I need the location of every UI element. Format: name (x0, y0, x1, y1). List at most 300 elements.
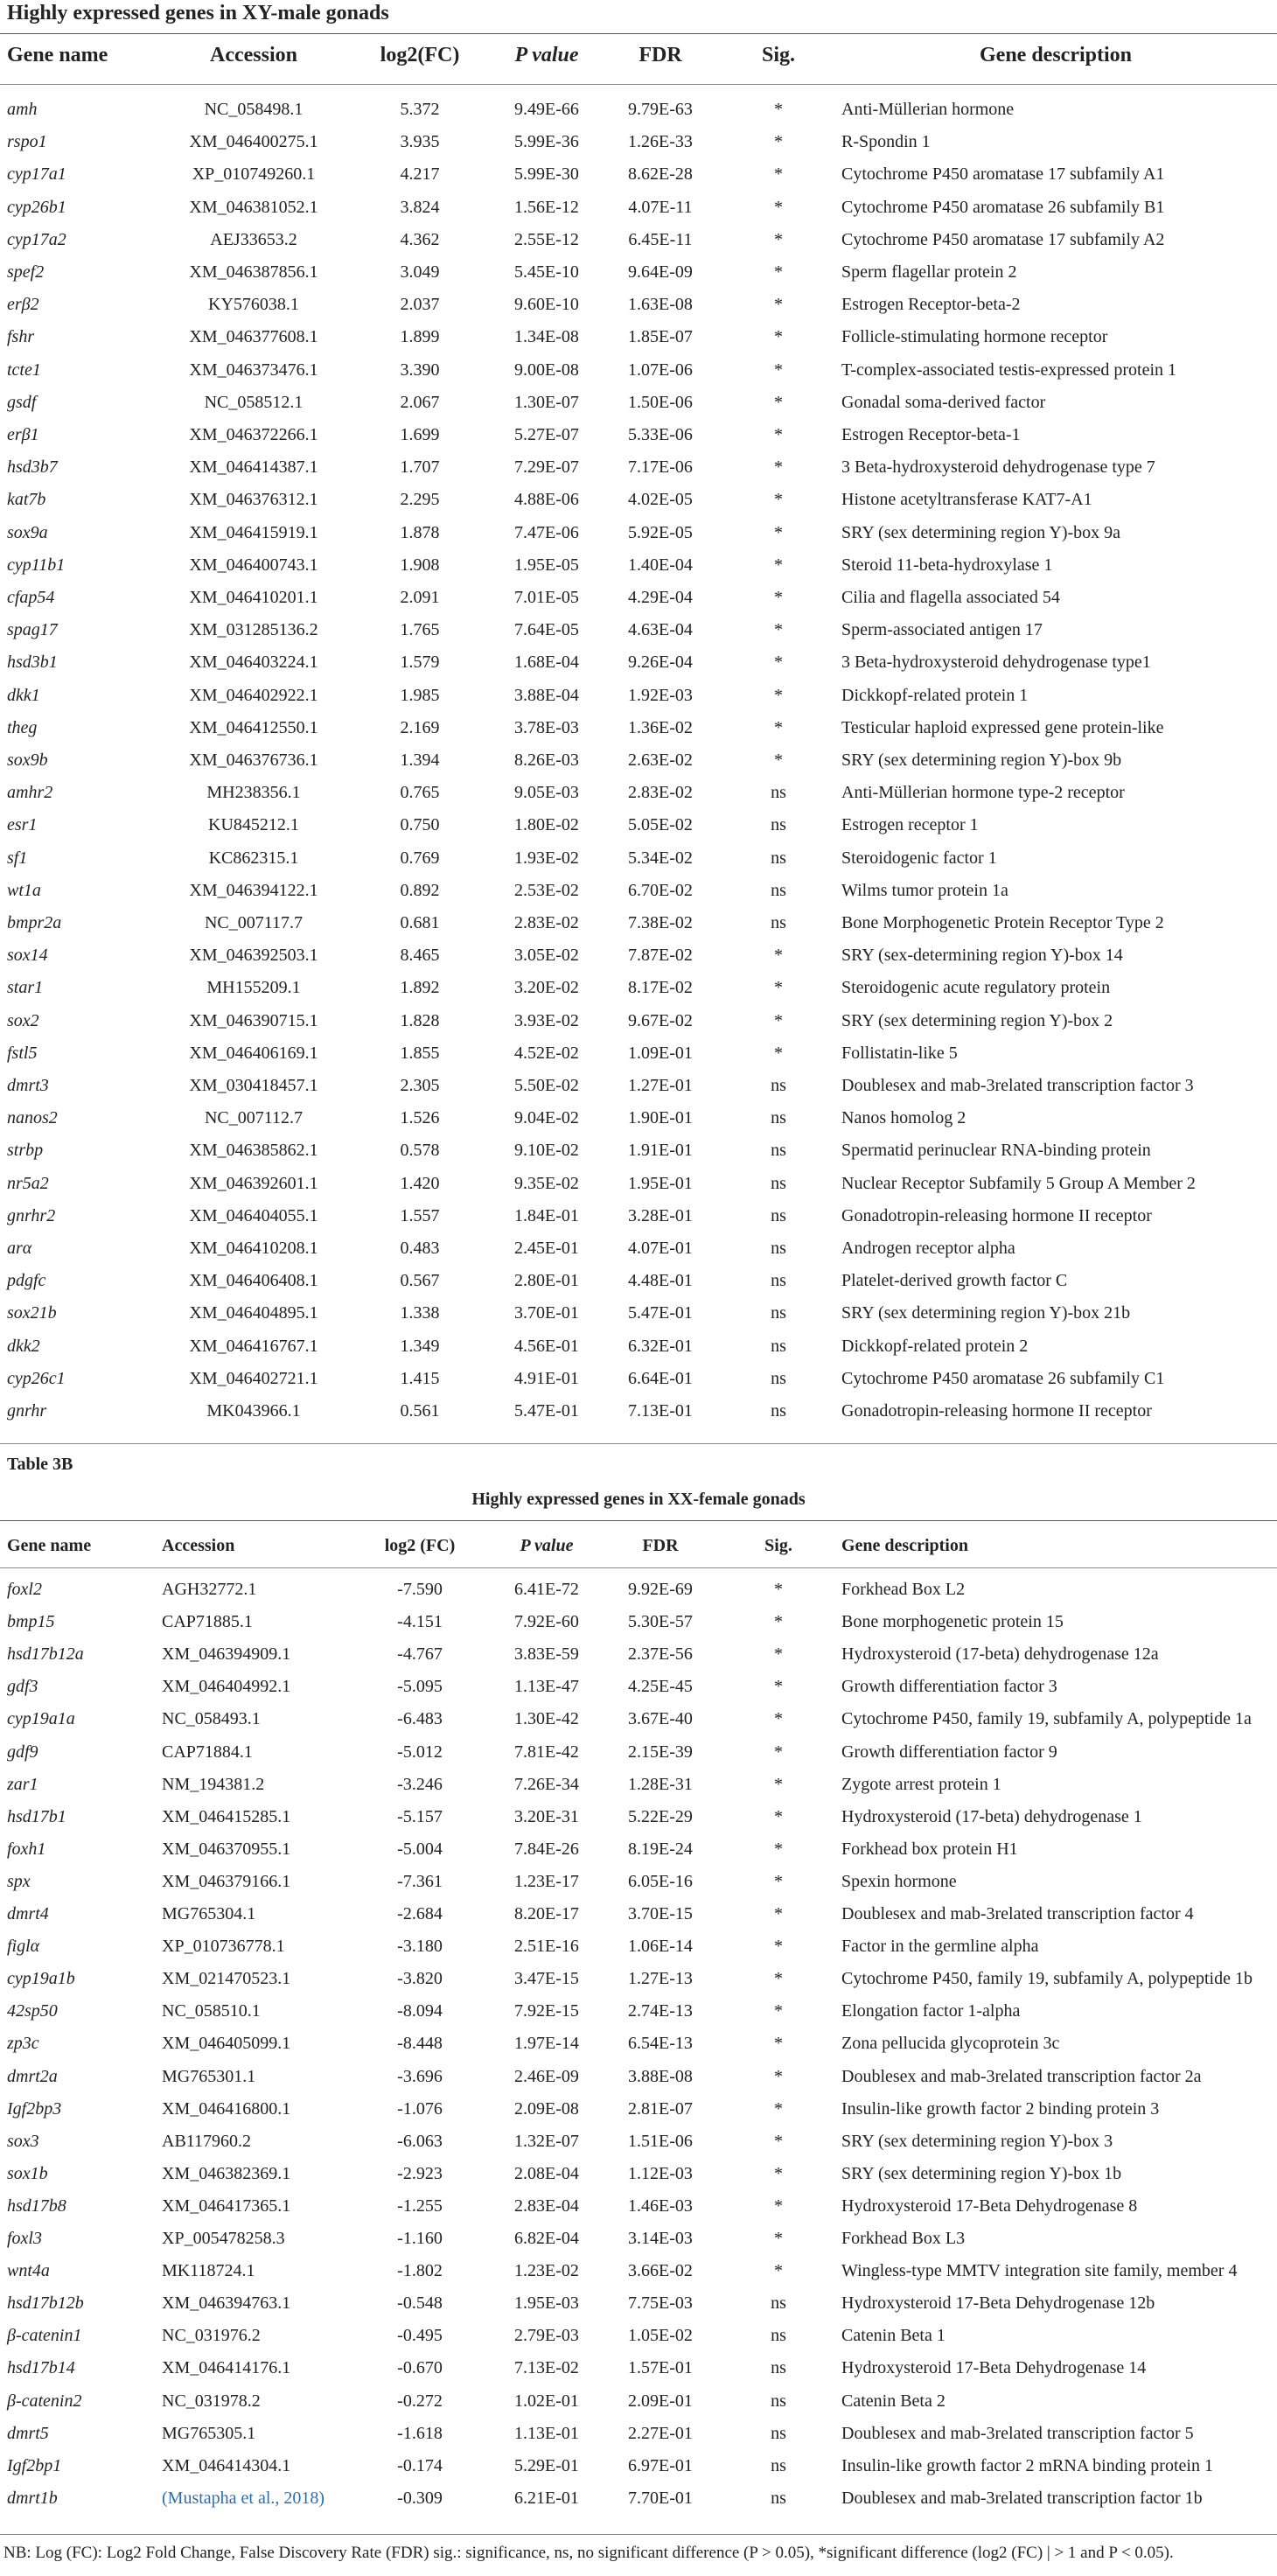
fdr-cell: 1.12E-03 (628, 2163, 693, 2183)
accession-cell: NC_031978.2 (162, 2391, 261, 2411)
sig-cell: ns (771, 2358, 786, 2378)
sig-cell: * (774, 132, 783, 152)
divider (0, 84, 1277, 85)
fdr-cell: 7.75E-03 (628, 2293, 693, 2314)
fdr-cell: 5.22E-29 (628, 1806, 693, 1826)
accession-cell: MG765305.1 (162, 2423, 256, 2443)
log2fc-cell: -0.548 (397, 2293, 443, 2314)
log2fc-cell: 1.394 (400, 750, 440, 770)
log2fc-cell: 3.824 (400, 197, 440, 217)
log2fc-cell: 1.828 (400, 1010, 440, 1030)
p-value-cell: 7.47E-06 (514, 522, 579, 542)
sig-cell: * (774, 457, 783, 478)
gene-description-cell: Cytochrome P450, family 19, subfamily A, polypeptide 1b (841, 1969, 1253, 1989)
gene-name-cell: gsdf (7, 392, 37, 412)
accession-cell: XM_046370955.1 (162, 1839, 291, 1859)
gene-name-cell: hsd17b12b (7, 2293, 84, 2314)
gene-description-cell: Zygote arrest protein 1 (841, 1774, 1001, 1794)
p-value-cell: 2.83E-04 (514, 2196, 579, 2216)
gene-description-cell: Testicular haploid expressed gene protein-like (841, 717, 1164, 737)
header-gene-name: Gene name (7, 44, 108, 66)
sig-cell: ns (771, 1336, 786, 1356)
gene-description-cell: Gonadotropin-releasing hormone II receptor (841, 1205, 1152, 1225)
fdr-cell: 1.40E-04 (628, 555, 693, 575)
fdr-cell: 6.05E-16 (628, 1871, 693, 1891)
sig-cell: * (774, 2163, 783, 2183)
divider (0, 1520, 1277, 1521)
p-value-cell: 1.30E-07 (514, 392, 579, 412)
accession-cell: XM_046417365.1 (162, 2196, 291, 2216)
p-value-cell: 9.00E-08 (514, 360, 579, 380)
p-value-cell: 8.20E-17 (514, 1904, 579, 1923)
gene-description-cell: Insulin-like growth factor 2 mRNA binding protein 1 (841, 2455, 1213, 2475)
sig-cell: ns (771, 913, 786, 932)
gene-description-cell: Gonadotropin-releasing hormone II receptor (841, 1401, 1152, 1421)
gene-description-cell: Catenin Beta 1 (841, 2326, 946, 2346)
sig-cell: ns (771, 1141, 786, 1161)
gene-name-cell: wnt4a (7, 2261, 50, 2281)
accession-cell: XM_046394909.1 (162, 1644, 291, 1665)
fdr-cell: 1.91E-01 (628, 1141, 693, 1161)
log2fc-cell: 0.561 (400, 1401, 440, 1421)
gene-description-cell: Follicle-stimulating hormone receptor (841, 327, 1108, 347)
fdr-cell: 8.62E-28 (628, 164, 693, 185)
gene-name-cell: sox9a (7, 522, 48, 542)
gene-name-cell: hsd17b12a (7, 1644, 84, 1665)
log2fc-cell: -5.012 (397, 1742, 443, 1762)
accession-cell: XM_046405099.1 (162, 2034, 291, 2054)
sig-cell: * (774, 229, 783, 249)
p-value-cell: 3.78E-03 (514, 717, 579, 737)
p-value-cell: 2.55E-12 (514, 229, 579, 249)
log2fc-cell: 1.699 (400, 425, 440, 444)
gene-description-cell: Growth differentiation factor 3 (841, 1677, 1057, 1697)
fdr-cell: 4.63E-04 (628, 620, 693, 640)
fdr-cell: 2.81E-07 (628, 2098, 693, 2119)
gene-name-cell: esr1 (7, 815, 38, 835)
gene-description-cell: SRY (sex determining region Y)-box 3 (841, 2131, 1113, 2151)
p-value-cell: 7.92E-15 (514, 2001, 579, 2021)
accession-cell: XM_046376736.1 (189, 750, 318, 770)
gene-name-cell: spx (7, 1871, 31, 1891)
gene-name-cell: wt1a (7, 880, 41, 900)
sig-cell: ns (771, 1205, 786, 1225)
sig-cell: * (774, 1904, 783, 1923)
p-value-cell: 7.81E-42 (514, 1742, 579, 1762)
log2fc-cell: 2.037 (400, 295, 440, 315)
sig-cell: * (774, 392, 783, 412)
p-value-cell: 6.82E-04 (514, 2229, 579, 2248)
accession-cell: XM_046372266.1 (189, 425, 318, 444)
gene-name-cell: kat7b (7, 490, 46, 510)
accession-cell: XM_046392601.1 (189, 1173, 318, 1193)
log2fc-cell: 4.362 (400, 229, 440, 249)
p-value-cell: 7.64E-05 (514, 620, 579, 640)
accession-cell: XM_046415285.1 (162, 1806, 291, 1826)
gene-name-cell: sox14 (7, 946, 48, 966)
gene-name-cell: arα (7, 1239, 32, 1258)
gene-name-cell: foxl2 (7, 1580, 42, 1599)
accession-cell: XM_030418457.1 (189, 1076, 318, 1095)
gene-name-cell: cyp26c1 (7, 1368, 66, 1388)
sig-cell: * (774, 1742, 783, 1762)
p-value-cell: 3.93E-02 (514, 1010, 579, 1030)
header-gene-name: Gene name (7, 1536, 92, 1555)
fdr-cell: 8.17E-02 (628, 978, 693, 998)
log2fc-cell: 0.681 (400, 913, 440, 932)
gene-name-cell: nr5a2 (7, 1173, 49, 1193)
log2fc-cell: -1.160 (397, 2229, 443, 2248)
sig-cell: * (774, 653, 783, 673)
fdr-cell: 4.25E-45 (628, 1677, 693, 1697)
fdr-cell: 7.70E-01 (628, 2488, 693, 2508)
sig-cell: * (774, 1677, 783, 1697)
p-value-cell: 1.80E-02 (514, 815, 579, 835)
gene-name-cell: fstl5 (7, 1043, 38, 1063)
accession-cell: XM_046376312.1 (189, 490, 318, 510)
log2fc-cell: 2.169 (400, 717, 440, 737)
fdr-cell: 5.47E-01 (628, 1303, 693, 1323)
fdr-cell: 1.95E-01 (628, 1173, 693, 1193)
accession-cell: XM_046400275.1 (189, 132, 318, 152)
sig-cell: * (774, 1580, 783, 1599)
table-b-title: Highly expressed genes in XX-female gonads (471, 1490, 806, 1509)
table-a-title: Highly expressed genes in XY-male gonads (7, 2, 389, 24)
accession-cell: NM_194381.2 (162, 1774, 265, 1794)
p-value-cell: 1.34E-08 (514, 327, 579, 347)
accession-cell: XM_046381052.1 (189, 197, 318, 217)
accession-cell: XP_010736778.1 (162, 1937, 285, 1957)
p-value-cell: 1.23E-02 (514, 2261, 579, 2281)
fdr-cell: 7.87E-02 (628, 946, 693, 966)
p-value-cell: 1.93E-02 (514, 848, 579, 868)
log2fc-cell: -7.590 (397, 1580, 443, 1599)
header-accession: Accession (210, 44, 297, 66)
gene-name-cell: cyp26b1 (7, 197, 66, 217)
log2fc-cell: 1.526 (400, 1108, 440, 1128)
p-value-cell: 9.10E-02 (514, 1141, 579, 1161)
gene-name-cell: pdgfc (7, 1271, 46, 1291)
p-value-cell: 7.26E-34 (514, 1774, 579, 1794)
gene-description-cell: Sperm flagellar protein 2 (841, 262, 1017, 282)
p-value-cell: 8.26E-03 (514, 750, 579, 770)
gene-description-cell: Dickkopf-related protein 2 (841, 1336, 1029, 1356)
fdr-cell: 9.26E-04 (628, 653, 693, 673)
fdr-cell: 3.70E-15 (628, 1904, 693, 1923)
fdr-cell: 1.85E-07 (628, 327, 693, 347)
sig-cell: * (774, 295, 783, 315)
accession-cell: NC_058493.1 (162, 1709, 261, 1729)
p-value-cell: 6.21E-01 (514, 2488, 579, 2508)
gene-description-cell: SRY (sex determining region Y)-box 9a (841, 522, 1121, 542)
log2fc-cell: -8.448 (397, 2034, 443, 2054)
log2fc-cell: 2.091 (400, 588, 440, 607)
fdr-cell: 9.64E-09 (628, 262, 693, 282)
accession-cell: XM_046404895.1 (189, 1303, 318, 1323)
gene-name-cell: tcte1 (7, 360, 41, 380)
sig-cell: * (774, 360, 783, 380)
sig-cell: * (774, 1774, 783, 1794)
gene-description-cell: Steroidogenic acute regulatory protein (841, 978, 1111, 998)
gene-description-cell: Histone acetyltransferase KAT7-A1 (841, 490, 1092, 510)
p-value-cell: 5.50E-02 (514, 1076, 579, 1095)
fdr-cell: 7.38E-02 (628, 913, 693, 932)
gene-description-cell: Hydroxysteroid 17-Beta Dehydrogenase 12b (841, 2293, 1155, 2314)
fdr-cell: 1.06E-14 (628, 1937, 693, 1957)
gene-name-cell: dmrt3 (7, 1076, 49, 1095)
accession-cell: XM_046402721.1 (189, 1368, 318, 1388)
log2fc-cell: -0.670 (397, 2358, 443, 2378)
gene-name-cell: dmrt5 (7, 2423, 49, 2443)
gene-description-cell: Cytochrome P450 aromatase 17 subfamily A1 (841, 164, 1165, 185)
divider (0, 33, 1277, 34)
header-gene-description: Gene description (980, 44, 1132, 66)
p-value-cell: 2.08E-04 (514, 2163, 579, 2183)
p-value-cell: 1.84E-01 (514, 1205, 579, 1225)
fdr-cell: 3.67E-40 (628, 1709, 693, 1729)
gene-description-cell: Estrogen receptor 1 (841, 815, 979, 835)
log2fc-cell: -4.767 (397, 1644, 443, 1665)
sig-cell: ns (771, 2423, 786, 2443)
gene-description-cell: Doublesex and mab-3related transcription factor 3 (841, 1076, 1194, 1095)
gene-description-cell: Cytochrome P450 aromatase 26 subfamily C1 (841, 1368, 1165, 1388)
accession-cell: MG765301.1 (162, 2066, 256, 2086)
citation-link[interactable]: (Mustapha et al., 2018) (162, 2488, 325, 2508)
p-value-cell: 5.29E-01 (514, 2455, 579, 2475)
accession-cell: KY576038.1 (208, 295, 299, 315)
gene-description-cell: Wingless-type MMTV integration site family, member 4 (841, 2261, 1238, 2281)
gene-name-cell: Igf2bp3 (7, 2098, 62, 2119)
log2fc-cell: 2.305 (400, 1076, 440, 1095)
gene-name-cell: cfap54 (7, 588, 55, 607)
gene-description-cell: Forkhead Box L3 (841, 2229, 966, 2248)
accession-cell: XM_046385862.1 (189, 1141, 318, 1161)
accession-cell: KC862315.1 (208, 848, 299, 868)
fdr-cell: 1.26E-33 (628, 132, 693, 152)
gene-name-cell: nanos2 (7, 1108, 58, 1128)
fdr-cell: 1.46E-03 (628, 2196, 693, 2216)
log2fc-cell: 3.935 (400, 132, 440, 152)
header-fdr: FDR (638, 44, 682, 66)
log2fc-cell: 0.750 (400, 815, 440, 835)
accession-cell: MK118724.1 (162, 2261, 255, 2281)
divider (0, 1443, 1277, 1444)
accession-cell: CAP71885.1 (162, 1612, 253, 1632)
fdr-cell: 3.66E-02 (628, 2261, 693, 2281)
sig-cell: ns (771, 2293, 786, 2314)
footnote: NB: Log (FC): Log2 Fold Change, False Discovery Rate (FDR) sig.: significance, ns, no significant difference (P > 0.05), *significant difference (log2 (FC) | > 1 and P < 0.05). (3, 2544, 1174, 2562)
p-value-cell: 9.04E-02 (514, 1108, 579, 1128)
accession-cell: XM_046406169.1 (189, 1043, 318, 1063)
p-value-cell: 6.41E-72 (514, 1580, 579, 1599)
gene-description-cell: SRY (sex-determining region Y)-box 14 (841, 946, 1123, 966)
header-log2fc: log2(FC) (380, 44, 460, 66)
fdr-cell: 1.63E-08 (628, 295, 693, 315)
sig-cell: * (774, 685, 783, 705)
sig-cell: * (774, 750, 783, 770)
log2fc-cell: 1.855 (400, 1043, 440, 1063)
accession-cell: AB117960.2 (162, 2131, 252, 2151)
p-value-cell: 2.51E-16 (514, 1937, 579, 1957)
fdr-cell: 1.07E-06 (628, 360, 693, 380)
gene-name-cell: hsd17b14 (7, 2358, 75, 2378)
gene-description-cell: Anti-Müllerian hormone (841, 100, 1015, 119)
fdr-cell: 3.14E-03 (628, 2229, 693, 2248)
accession-cell: XM_046394763.1 (162, 2293, 291, 2314)
gene-name-cell: dmrt2a (7, 2066, 58, 2086)
fdr-cell: 5.34E-02 (628, 848, 693, 868)
accession-cell: XM_046414176.1 (162, 2358, 291, 2378)
accession-cell: KU845212.1 (208, 815, 299, 835)
fdr-cell: 2.63E-02 (628, 750, 693, 770)
gene-description-cell: Follistatin-like 5 (841, 1043, 958, 1063)
gene-description-cell: Steroidogenic factor 1 (841, 848, 997, 868)
sig-cell: * (774, 164, 783, 185)
log2fc-cell: -0.272 (397, 2391, 443, 2411)
p-value-cell: 3.05E-02 (514, 946, 579, 966)
fdr-cell: 4.07E-01 (628, 1239, 693, 1258)
fdr-cell: 4.02E-05 (628, 490, 693, 510)
log2fc-cell: 1.579 (400, 653, 440, 673)
sig-cell: * (774, 2261, 783, 2281)
sig-cell: ns (771, 1303, 786, 1323)
p-value-cell: 4.56E-01 (514, 1336, 579, 1356)
log2fc-cell: -6.483 (397, 1709, 443, 1729)
gene-description-cell: Androgen receptor alpha (841, 1239, 1015, 1258)
fdr-cell: 1.05E-02 (628, 2326, 693, 2346)
log2fc-cell: -5.157 (397, 1806, 443, 1826)
sig-cell: ns (771, 1239, 786, 1258)
sig-cell: * (774, 1969, 783, 1989)
accession-cell: XM_046416767.1 (189, 1336, 318, 1356)
gene-name-cell: foxl3 (7, 2229, 42, 2248)
log2fc-cell: 1.765 (400, 620, 440, 640)
fdr-cell: 4.48E-01 (628, 1271, 693, 1291)
gene-description-cell: Doublesex and mab-3related transcription factor 4 (841, 1904, 1194, 1923)
sig-cell: ns (771, 1368, 786, 1388)
p-value-cell: 4.88E-06 (514, 490, 579, 510)
fdr-cell: 6.64E-01 (628, 1368, 693, 1388)
p-value-cell: 1.95E-05 (514, 555, 579, 575)
sig-cell: ns (771, 1108, 786, 1128)
sig-cell: * (774, 262, 783, 282)
sig-cell: * (774, 327, 783, 347)
gene-name-cell: cyp17a2 (7, 229, 66, 249)
log2fc-cell: 1.985 (400, 685, 440, 705)
sig-cell: ns (771, 1271, 786, 1291)
gene-name-cell: β-catenin1 (7, 2326, 82, 2346)
gene-description-cell: Hydroxysteroid (17-beta) dehydrogenase 1 (841, 1806, 1142, 1826)
gene-name-cell: theg (7, 717, 38, 737)
sig-cell: * (774, 1010, 783, 1030)
p-value-cell: 1.13E-01 (514, 2423, 579, 2443)
fdr-cell: 1.36E-02 (628, 717, 693, 737)
fdr-cell: 6.54E-13 (628, 2034, 693, 2054)
accession-cell: NC_007112.7 (204, 1108, 304, 1128)
gene-name-cell: rspo1 (7, 132, 47, 152)
gene-name-cell: hsd3b7 (7, 457, 58, 478)
gene-name-cell: gdf9 (7, 1742, 38, 1762)
gene-description-cell: R-Spondin 1 (841, 132, 931, 152)
gene-name-cell: dkk1 (7, 685, 40, 705)
sig-cell: ns (771, 815, 786, 835)
accession-cell: XM_046414304.1 (162, 2455, 291, 2475)
sig-cell: ns (771, 848, 786, 868)
gene-description-cell: Nanos homolog 2 (841, 1108, 966, 1128)
accession-cell: XM_046387856.1 (189, 262, 318, 282)
gene-name-cell: β-catenin2 (7, 2391, 82, 2411)
gene-description-cell: Forkhead box protein H1 (841, 1839, 1018, 1859)
accession-cell: XM_046390715.1 (189, 1010, 318, 1030)
accession-cell: NC_058512.1 (204, 392, 304, 412)
log2fc-cell: 8.465 (400, 946, 440, 966)
gene-description-cell: SRY (sex determining region Y)-box 1b (841, 2163, 1122, 2183)
gene-description-cell: SRY (sex determining region Y)-box 9b (841, 750, 1122, 770)
accession-cell: MH238356.1 (206, 783, 301, 803)
gene-name-cell: sox3 (7, 2131, 39, 2151)
log2fc-cell: -5.004 (397, 1839, 443, 1859)
p-value-cell: 9.35E-02 (514, 1173, 579, 1193)
accession-cell: MK043966.1 (206, 1401, 301, 1421)
gene-name-cell: gnrhr2 (7, 1205, 56, 1225)
sig-cell: * (774, 1043, 783, 1063)
sig-cell: ns (771, 2455, 786, 2475)
gene-description-cell: Wilms tumor protein 1a (841, 880, 1008, 900)
log2fc-cell: 5.372 (400, 100, 440, 119)
gene-description-cell: Doublesex and mab-3related transcription factor 5 (841, 2423, 1194, 2443)
gene-description-cell: Platelet-derived growth factor C (841, 1271, 1068, 1291)
fdr-cell: 2.15E-39 (628, 1742, 693, 1762)
log2fc-cell: 0.765 (400, 783, 440, 803)
log2fc-cell: 2.067 (400, 392, 440, 412)
accession-cell: CAP71884.1 (162, 1742, 253, 1762)
log2fc-cell: -7.361 (397, 1871, 443, 1891)
gene-name-cell: zar1 (7, 1774, 38, 1794)
p-value-cell: 2.09E-08 (514, 2098, 579, 2119)
sig-cell: * (774, 490, 783, 510)
accession-cell: XM_046402922.1 (189, 685, 318, 705)
p-value-cell: 3.20E-02 (514, 978, 579, 998)
p-value-cell: 1.68E-04 (514, 653, 579, 673)
accession-cell: XM_046400743.1 (189, 555, 318, 575)
sig-cell: * (774, 2098, 783, 2119)
accession-cell: NC_058498.1 (204, 100, 304, 119)
fdr-cell: 8.19E-24 (628, 1839, 693, 1859)
gene-description-cell: Cytochrome P450, family 19, subfamily A, polypeptide 1a (841, 1709, 1252, 1729)
gene-name-cell: cyp19a1b (7, 1969, 75, 1989)
gene-name-cell: zp3c (7, 2034, 39, 2054)
p-value-cell: 2.53E-02 (514, 880, 579, 900)
accession-cell: XM_046410201.1 (189, 588, 318, 607)
log2fc-cell: -3.180 (397, 1937, 443, 1957)
sig-cell: * (774, 1839, 783, 1859)
p-value-cell: 1.23E-17 (514, 1871, 579, 1891)
p-value-cell: 5.47E-01 (514, 1401, 579, 1421)
accession-cell: AEJ33653.2 (210, 229, 297, 249)
gene-description-cell: Hydroxysteroid (17-beta) dehydrogenase 12a (841, 1644, 1159, 1665)
log2fc-cell: -1.076 (397, 2098, 443, 2119)
log2fc-cell: 1.707 (400, 457, 440, 478)
gene-name-cell: bmp15 (7, 1612, 55, 1632)
gene-description-cell: Spermatid perinuclear RNA-binding protein (841, 1141, 1151, 1161)
accession-cell: XM_046392503.1 (189, 946, 318, 966)
fdr-cell: 4.07E-11 (628, 197, 693, 217)
fdr-cell: 3.28E-01 (628, 1205, 693, 1225)
log2fc-cell: -1.618 (397, 2423, 443, 2443)
accession-cell: XM_046416800.1 (162, 2098, 291, 2119)
accession-cell: XM_046382369.1 (162, 2163, 291, 2183)
gene-name-cell: gdf3 (7, 1677, 38, 1697)
